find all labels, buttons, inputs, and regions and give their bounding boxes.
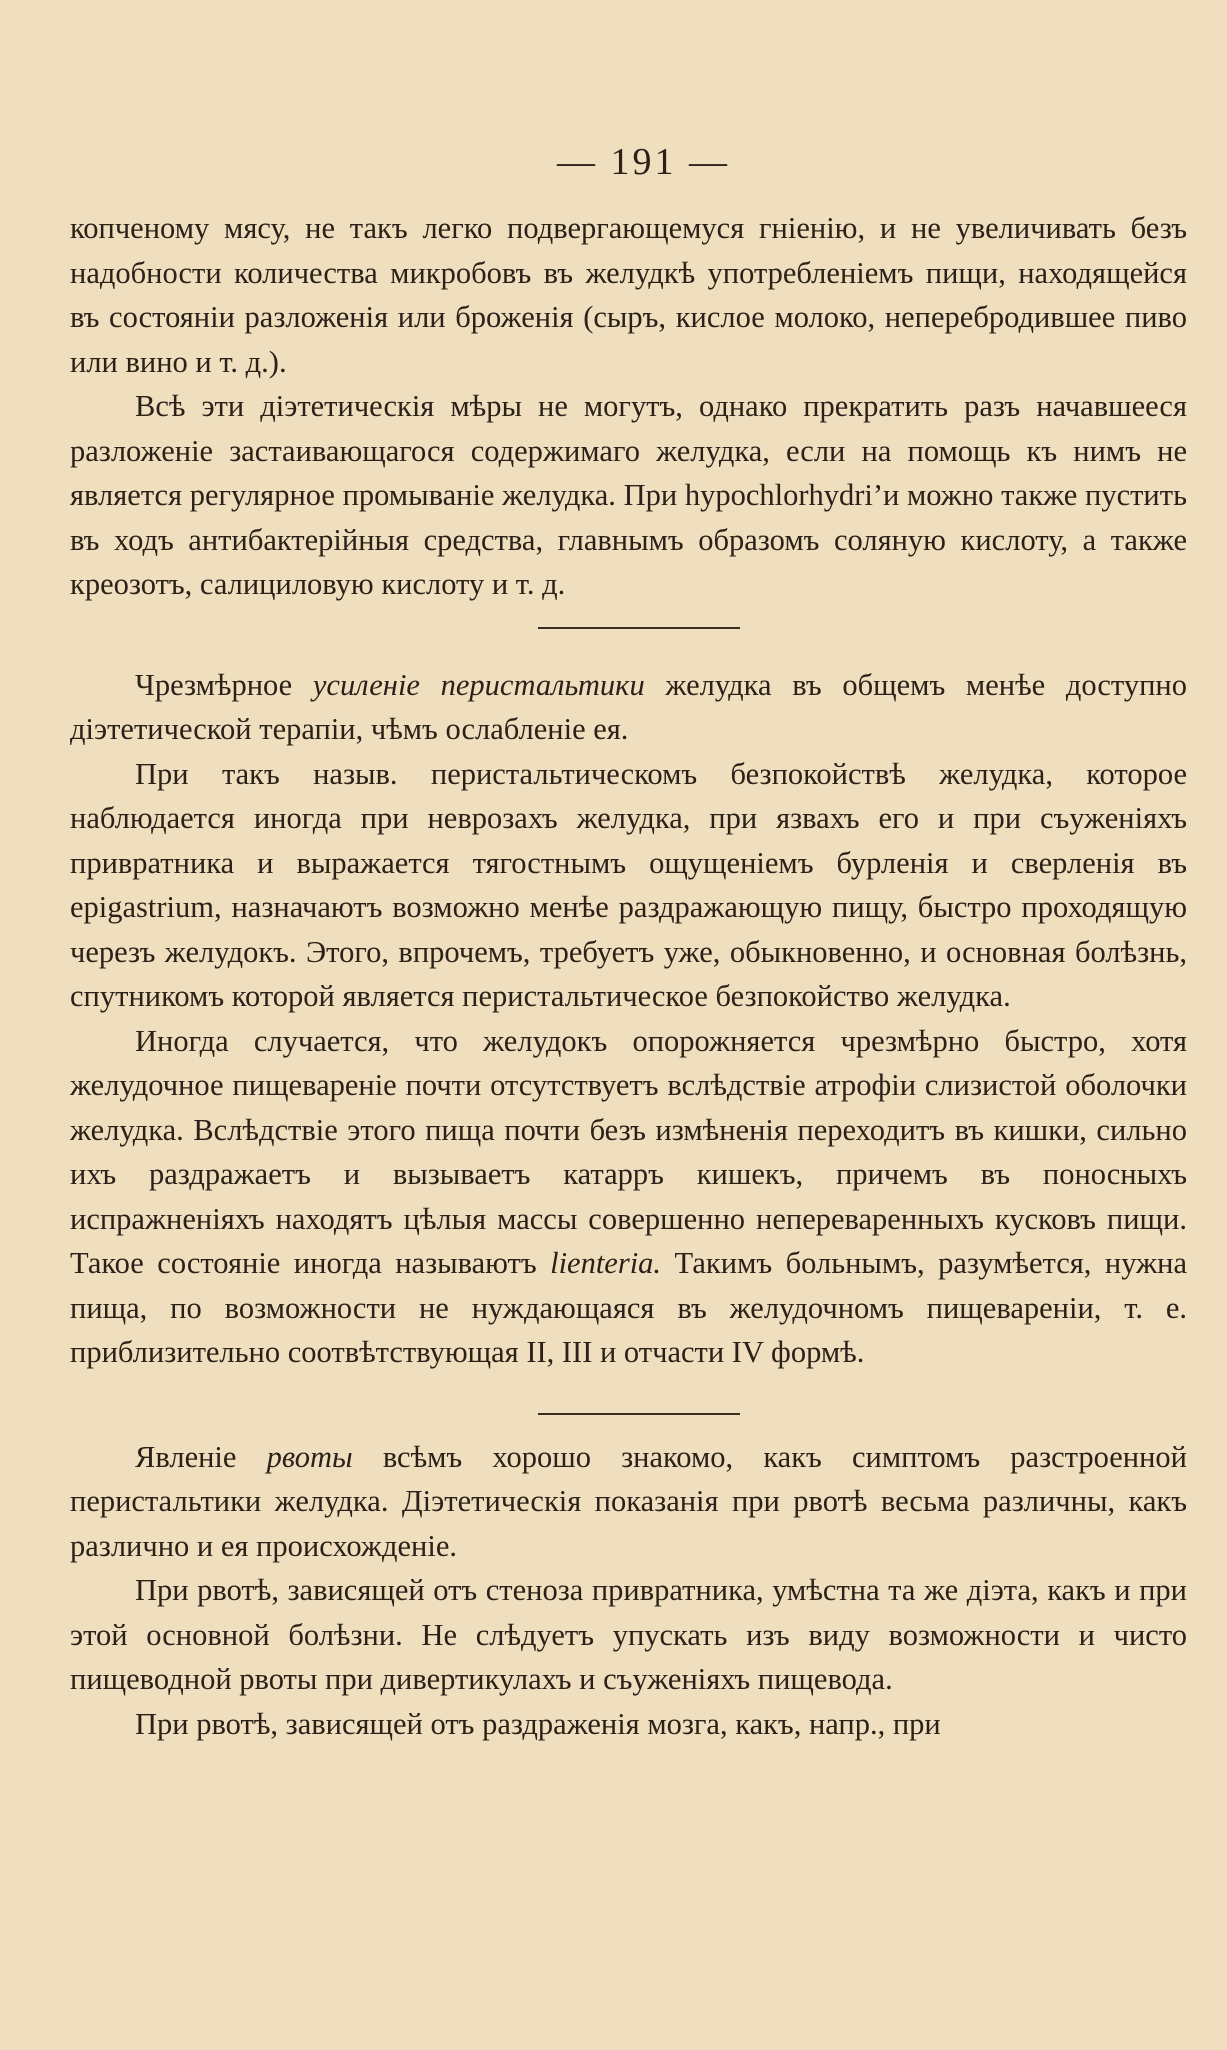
paragraph-6-emphasis: рвоты: [266, 1439, 353, 1474]
section-divider: [538, 627, 740, 629]
paragraph-3-text-end: желудка въ общемъ менѣе доступно діэтетической терапіи, чѣмъ ослабленіе ея.: [70, 667, 1188, 746]
paragraph-5-text-start: Иногда случается, что желудокъ опорожняется чрезмѣрно быстро, хотя желудочное пищевареніе почти отсутствуетъ вслѣдствіе атрофіи слизистой оболочки желудка. Вслѣдствіе этого пища почти безъ измѣненія переходитъ въ кишки, сильно ихъ раздражаетъ и вызываетъ катарръ кишекъ, причемъ въ поносныхъ испражненіяхъ находятъ цѣлыя массы совершенно непереваренныхъ кусковъ пищи. Такое состояніе иногда называютъ: [70, 1023, 1187, 1280]
paragraph-3: [70, 663, 1187, 752]
paragraph-8: При рвотѣ, зависящей отъ раздраженія мозга, какъ, напр., при: [135, 1706, 941, 1741]
paragraph-5-emphasis: lienteria.: [550, 1246, 662, 1280]
page-number: — 191 —: [557, 141, 730, 183]
paragraph-2: Всѣ эти діэтетическія мѣры не могутъ, однако прекратить разъ начавшееся разложеніе застаивающагося содержимаго желудка, если на помощь къ нимъ не является регулярное промываніе желудка. При hypochlorhydri’и можно также пустить въ ходъ антибактерійныя средства, главнымъ образомъ соляную кислоту, а также креозотъ, салициловую кислоту и т. д.: [70, 389, 1187, 601]
paragraph-7: При рвотѣ, зависящей отъ стеноза привратника, умѣстна та же діэта, какъ и при этой основной болѣзни. Не слѣдуетъ упускать изъ виду возможности и чисто пищеводной рвоты при дивертикулахъ и съуженіяхъ пищевода.: [70, 1573, 1187, 1696]
paragraph-4: При такъ назыв. перистальтическомъ безпокойствѣ желудка, которое наблюдается иногда при неврозахъ желудка, при язвахъ его и при съуженіяхъ привратника и выражается тягостнымъ ощущеніемъ бурленія и сверленія въ epigastrium, назначаютъ возможно менѣе раздражающую пищу, быстро проходящую черезъ желудокъ. Этого, впрочемъ, требуетъ уже, обыкновенно, и основная болѣзнь, спутникомъ которой является перистальтическое безпокойство желудка.: [70, 756, 1187, 1013]
paragraph-5-text-end: Такимъ больнымъ, разумѣется, нужна пища, по возможности не нуждающаяся въ желудочномъ пищевареніи, т. е. приблизительно соотвѣтствующая II, III и отчасти IV формѣ.: [70, 1246, 1187, 1369]
paragraph-3-emphasis: усиленіе перистальтики: [312, 667, 645, 702]
paragraph-6-text-start: Явленіе: [135, 1439, 267, 1474]
paragraph-5: [70, 1019, 1187, 1375]
paragraph-3-text-start: Чрезмѣрное: [135, 667, 313, 702]
paragraph-6-text-end: всѣмъ хорошо знакомо, какъ симптомъ разстроенной перистальтики желудка. Діэтетическія показанія при рвотѣ весьма различны, какъ различно и ея происхожденіе.: [70, 1439, 1187, 1563]
paragraph-1: копченому мясу, не такъ легко подвергающемуся гніенію, и не увеличивать безъ надобности количества микробовъ въ желудкѣ употребленіемъ пищи, находящейся въ состояніи разложенія или броженія (сыръ, кислое молоко, неперебродившее пиво или вино и т. д.).: [70, 211, 1187, 379]
paragraph-6: [70, 1435, 1187, 1569]
body-text: [70, 206, 1187, 1746]
section-divider: [538, 1413, 740, 1415]
